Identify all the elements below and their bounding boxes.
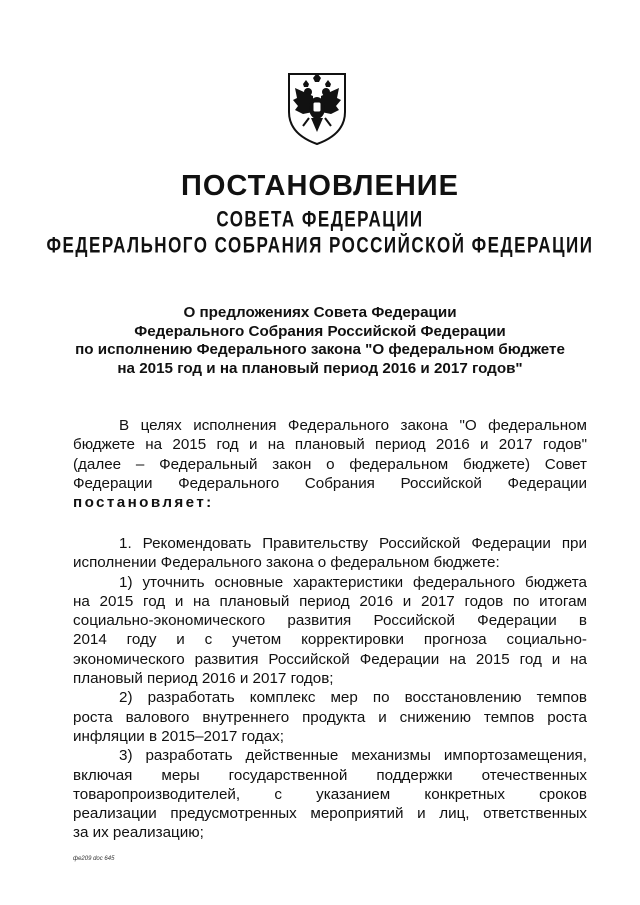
item-line: товаропроизводителей, с указанием конкретных сроков [73, 785, 587, 803]
item-line: исполнении Федерального закона о федеральном бюджете: [73, 554, 500, 572]
item-line: инфляции в 2015–2017 годах; [73, 727, 284, 745]
document-subject [0, 304, 640, 378]
item-line: 2) разработать комплекс мер по восстановлению темпов [119, 689, 587, 707]
item-line: 1) уточнить основные характеристики федерального бюджета [119, 573, 587, 591]
file-code: фе209 doc 645 [73, 856, 115, 862]
item-line: 1. Рекомендовать Правительству Российской Федерации при [119, 535, 587, 552]
resolution-items [73, 534, 587, 843]
document-type-title: ПОСТАНОВЛЕНИЕ [181, 170, 459, 202]
russian-coat-of-arms-icon [283, 68, 351, 148]
item-line: плановый период 2016 и 2017 годов; [73, 670, 334, 688]
preamble-line: (далее – Федеральный закон о федеральном бюджете) Совет [73, 455, 587, 473]
preamble-line: В целях исполнения Федерального закона "О федеральном [119, 417, 587, 434]
item-line: экономического развития Российской Федерации на 2015 год и на [73, 650, 587, 668]
item-line: включая меры государственной поддержки отечественных [73, 766, 587, 784]
preamble-paragraph [73, 416, 587, 512]
subject-line: на 2015 год и на плановый период 2016 и 2017 годов" [117, 359, 523, 377]
preamble-line: бюджете на 2015 год и на плановый период 2016 и 2017 годов" [73, 436, 587, 454]
preamble-line: Федерации Федерального Собрания Российской Федерации [73, 474, 587, 492]
subject-line: Федерального Собрания Российской Федерации [134, 322, 506, 340]
item-line: 3) разработать действенные механизмы импортозамещения, [119, 747, 587, 765]
resolves-word: постановляет: [73, 494, 214, 512]
issuer-line-2: ФЕДЕРАЛЬНОГО СОБРАНИЯ РОССИЙСКОЙ ФЕДЕРАЦИИ [46, 233, 594, 258]
item-line: 2014 году и с учетом корректировки прогноза социально- [73, 631, 587, 649]
subject-line: по исполнению Федерального закона "О федеральном бюджете [75, 341, 565, 358]
item-line: роста валового внутреннего продукта и снижению темпов роста [73, 708, 587, 726]
item-line: реализации предусмотренных мероприятий и лиц, ответственных [73, 805, 587, 823]
item-line: за их реализацию; [73, 824, 204, 842]
subject-line: О предложениях Совета Федерации [183, 304, 457, 321]
item-line: социально-экономического развития Российской Федерации в [73, 612, 587, 630]
item-line: на 2015 год и на плановый период 2016 и 2017 годов по итогам [73, 592, 587, 610]
issuer-line-1: СОВЕТА ФЕДЕРАЦИИ [216, 207, 424, 232]
